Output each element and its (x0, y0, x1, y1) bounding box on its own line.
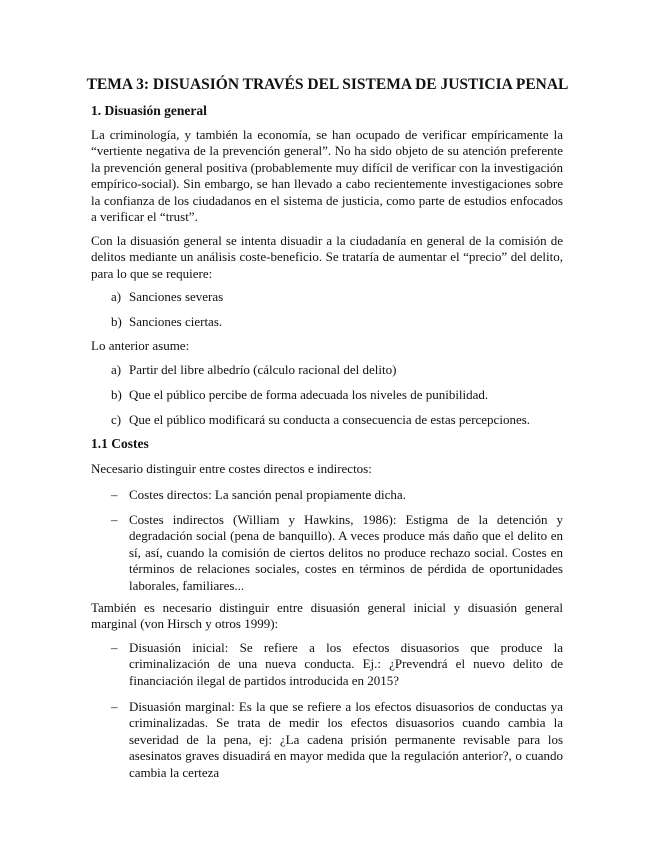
list-item-costes-indirectos (111, 512, 563, 594)
paragraph-inicial-marginal: También es necesario distinguir entre disuasión general inicial y disuasión general marginal (von Hirsch y otros 1999): (91, 600, 563, 632)
list-item-sanciones-severas (111, 289, 563, 305)
dash-marker: – (111, 512, 118, 527)
dash-marker: – (111, 640, 118, 655)
list-marker: a) (111, 289, 122, 304)
page-title: TEMA 3: DISUASIÓN TRAVÉS DEL SISTEMA DE JUSTICIA PENAL (86, 76, 569, 93)
list-marker: b) (111, 314, 122, 329)
section-heading-costes: 1.1 Costes (91, 436, 149, 451)
list-item-sanciones-ciertas (111, 314, 563, 330)
paragraph-disuasion-general: Con la disuasión general se intenta disuadir a la ciudadanía en general de la comisión de delitos mediante un análisis coste-beneficio. Se trataría de aumentar el “precio” del delito, para lo que se requiere: (91, 233, 563, 281)
list-item-libre-albedrio (111, 362, 563, 378)
dash-marker: – (111, 487, 118, 502)
list-item-text: Disuasión marginal: Es la que se refiere a los efectos disuasorios de conductas ya criminalizadas. Se trata de medir los efectos disuasorios cuando cambia la severidad de la pena, ej: ¿La cadena prisión permanente revisable para los asesinatos graves disuadirá en mayor medida que la regulación anterior?, o cuando cambia la certeza (129, 699, 563, 780)
paragraph-criminologia: La criminología, y también la economía, se han ocupado de verificar empíricamente la “vertiente negativa de la prevención general”. No ha sido objeto de su atención preferente la prevención general positiva (probablemente muy difícil de verificar con la investigación empírico-social). Sin embargo, se han llevado a cabo recientemente investigaciones sobre la confianza de los ciudadanos en el sistema de justicia, como parte de estudios enfocados a verificar el “trust”. (91, 127, 563, 225)
paragraph-lo-anterior: Lo anterior asume: (91, 338, 190, 353)
list-item-disuasion-inicial (111, 640, 563, 689)
list-item-text: Que el público percibe de forma adecuada los niveles de punibilidad. (129, 387, 489, 402)
dash-marker: – (111, 699, 118, 714)
list-item-text: Sanciones ciertas. (129, 314, 223, 329)
list-item-publico-modificara (111, 412, 563, 428)
list-item-text: Sanciones severas (129, 289, 224, 304)
list-item-costes-directos (111, 487, 563, 503)
section-heading-disuasion-general: 1. Disuasión general (91, 103, 207, 118)
list-item-text: Partir del libre albedrío (cálculo racional del delito) (129, 362, 397, 377)
list-item-text: Costes indirectos (William y Hawkins, 1986): Estigma de la detención y degradación social (pena de banquillo). A veces produce más daño que el delito en sí, así, cuando la comisión de ciertos delitos no produce rechazo social. Costes en términos de relaciones sociales, costes en términos de pérdida de oportunidades laborales, familiares... (129, 512, 563, 593)
list-item-text: Que el público modificará su conducta a consecuencia de estas percepciones. (129, 412, 531, 427)
list-item-text: Costes directos: La sanción penal propiamente dicha. (129, 487, 406, 502)
list-marker: a) (111, 362, 122, 377)
list-marker: c) (111, 412, 122, 427)
list-item-publico-percibe (111, 387, 563, 403)
list-item-disuasion-marginal (111, 699, 563, 781)
list-item-text: Disuasión inicial: Se refiere a los efectos disuasorios que produce la criminalización de una nueva conducta. Ej.: ¿Prevendrá el nuevo delito de financiación ilegal de partidos introducida en 2015? (129, 640, 563, 688)
list-marker: b) (111, 387, 122, 402)
paragraph-costes-intro: Necesario distinguir entre costes directos e indirectos: (91, 461, 372, 476)
